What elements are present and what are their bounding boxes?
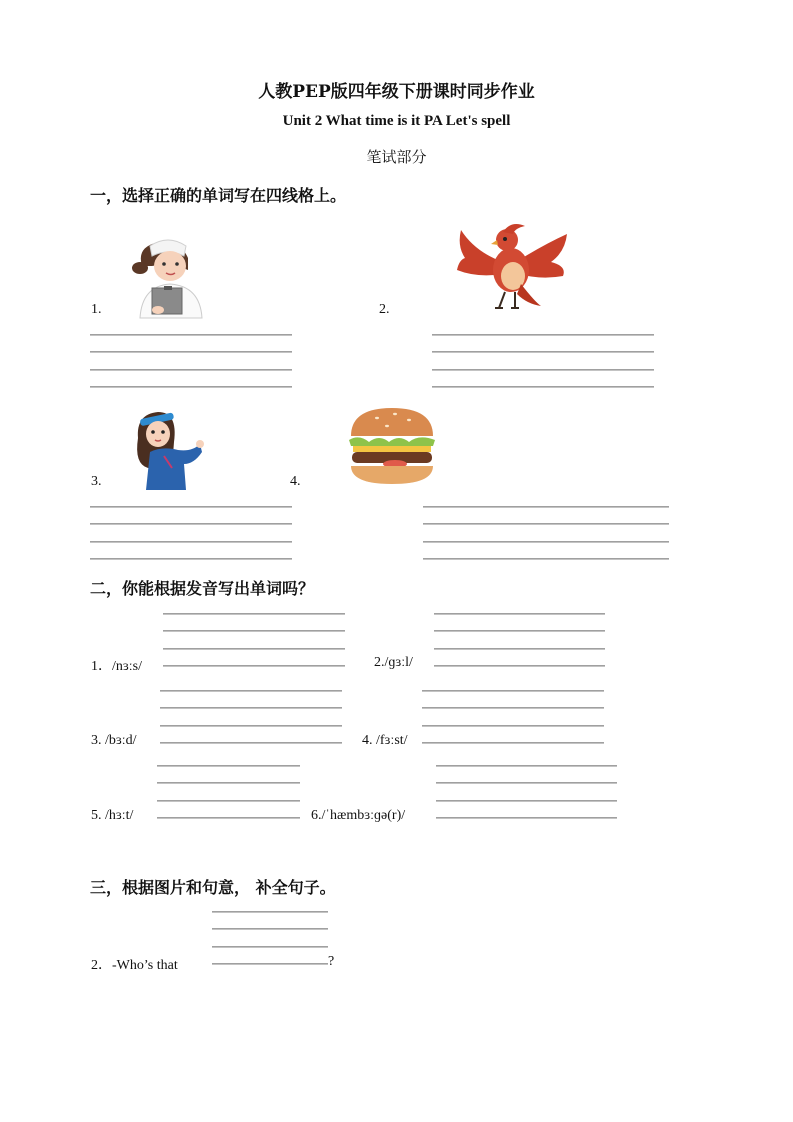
writing-lines[interactable] bbox=[90, 506, 292, 560]
item-4-number: 4. bbox=[290, 474, 301, 489]
item-3-number: 3. bbox=[91, 474, 102, 489]
section-2-heading: 二，你能根据发音写出单词吗？ bbox=[90, 579, 315, 598]
writing-lines[interactable] bbox=[160, 690, 342, 744]
sentence-suffix: ? bbox=[328, 954, 335, 969]
nurse-icon bbox=[130, 236, 208, 318]
writing-lines[interactable] bbox=[432, 334, 654, 388]
writing-lines[interactable] bbox=[434, 613, 605, 667]
item-1-number: 1. bbox=[91, 302, 102, 317]
writing-lines[interactable] bbox=[163, 613, 345, 667]
girl-shirt-icon bbox=[128, 408, 204, 490]
phonetic-2: 2./ɡɜːl/ bbox=[374, 655, 413, 670]
writing-lines[interactable] bbox=[90, 334, 292, 388]
phonetic-1: 1．/nɜːs/ bbox=[91, 659, 142, 674]
phonetic-4: 4. /fɜːst/ bbox=[362, 733, 408, 748]
page-title: 人教PEP版四年级下册课时同步作业 bbox=[258, 82, 535, 102]
hamburger-icon bbox=[347, 406, 437, 486]
section-3-heading: 三，根据图片和句意， 补全句子。 bbox=[90, 878, 336, 897]
sentence-prefix: 2．-Who’s that bbox=[91, 958, 178, 973]
writing-lines[interactable] bbox=[157, 765, 300, 819]
phonetic-5: 5. /hɜːt/ bbox=[91, 808, 134, 823]
writing-lines[interactable] bbox=[212, 911, 328, 965]
writing-lines[interactable] bbox=[436, 765, 617, 819]
writing-lines[interactable] bbox=[423, 506, 669, 560]
writing-lines[interactable] bbox=[422, 690, 604, 744]
page-subtitle: Unit 2 What time is it PA Let's spell bbox=[282, 113, 511, 129]
section-note: 笔试部分 bbox=[366, 148, 427, 166]
bird-icon bbox=[455, 222, 571, 312]
item-2-number: 2. bbox=[379, 302, 390, 317]
phonetic-6: 6./ˈhæmbɜːɡə(r)/ bbox=[311, 808, 406, 823]
phonetic-3: 3. /bɜːd/ bbox=[91, 733, 137, 748]
section-1-heading: 一，选择正确的单词写在四线格上。 bbox=[90, 186, 347, 205]
